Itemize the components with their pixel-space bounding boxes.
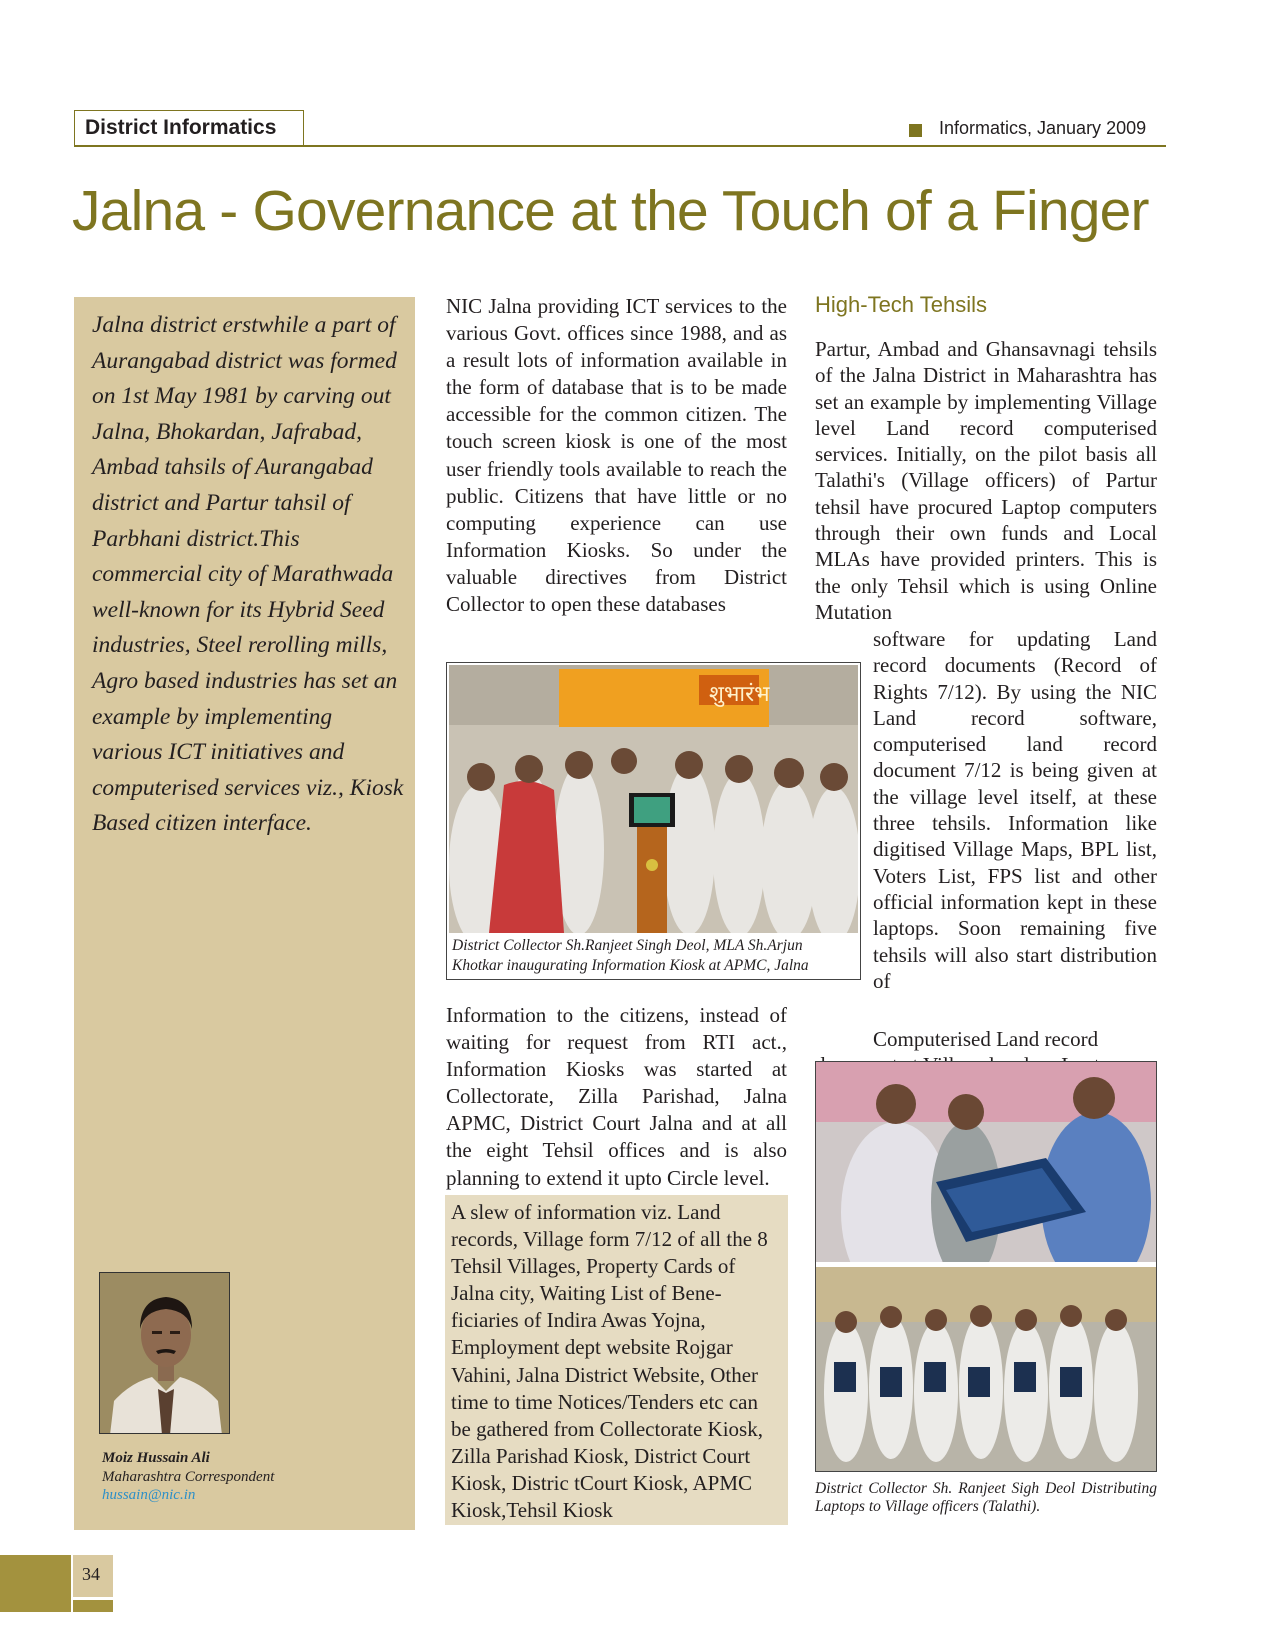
issue-date: Informatics, January 2009 — [939, 118, 1147, 138]
body-paragraph-3-continued: software for updating Land record documents (Record of Rights 7/12). By using the NIC Land record software, computerised land record document 7/12 is being given at the village level itself, at these three tehsils. Information like digitised Village Maps, BPL list, Voters List, FPS list and other official information kept in these laptops. Soon remaining five tehsils will also start distribution of — [873, 627, 1157, 993]
author-role: Maharashtra Correspondent — [102, 1469, 275, 1485]
section-label: District Informatics — [74, 110, 304, 146]
intro-text: Jalna district erstwhile a part of Aurangabad district was formed on 1st May 1981 by carving out Jalna, Bhokardan, Jafrabad, Ambad tahsils of Aurangabad district and Partur tahsil of Parbhani district.This commercial city of Marathwada well-known for its Hybrid Seed industries, Steel rerolling mills, Agro based industries has set an example by implementing various ICT initiatives and computerised services viz., Kiosk Based citizen interface. — [92, 312, 404, 837]
folio-block — [0, 1555, 71, 1612]
indented-line: Computerised Land record — [873, 1027, 1099, 1051]
page-number: 34 — [82, 1564, 100, 1584]
issue-square-icon — [909, 124, 922, 137]
kiosk-photo-caption: District Collector Sh.Ranjeet Singh Deol, MLA Sh.Arjun Khotkar inaugurating Information Kiosk at APMC, Jalna — [452, 937, 809, 974]
banner-text: शुभारंभ — [709, 682, 770, 707]
article-title: Jalna - Governance at the Touch of a Finger — [72, 179, 1149, 243]
author-photo — [99, 1272, 230, 1434]
subheading: High-Tech Tehsils — [815, 292, 988, 317]
laptop-photo-caption: District Collector Sh. Ranjeet Sigh Deol Distributing Laptops to Village officers (Talathi). — [815, 1480, 1157, 1515]
author-name: Moiz Hussain Ali — [102, 1450, 210, 1466]
header-rule — [74, 145, 1166, 147]
author-email-link[interactable]: hussain@nic.in — [102, 1487, 196, 1503]
kiosk-figure — [446, 662, 861, 980]
kiosk-inauguration-photo — [449, 665, 858, 933]
body-paragraph-3: Partur, Ambad and Ghansavnagi tehsils of the Jalna District in Maharashtra has set an example by implementing Village level Land record computerised services. Initially, on the pilot basis all Talathi's (Village officers) of Partur tehsil have procured Laptop computers through their own funds and Local MLAs have provided printers. This is the only Tehsil which is using Online Mutation — [815, 337, 1157, 624]
author-portrait-image — [100, 1273, 230, 1434]
laptop-distribution-figure — [815, 1061, 1157, 1472]
body-paragraph-1: NIC Jalna providing ICT services to the various Govt. offices since 1988, and as a result lots of information available in the form of database that is to be made accessible for the common citizen. The touch screen kiosk is one of the most user friendly tools available to reach the public. Citizens that have little or no computing experience can use Information Kiosks. So under the valuable directives from District Collector to open these databases — [446, 294, 787, 617]
laptop-distribution-photo — [816, 1062, 1156, 1471]
kiosk-photo-image — [449, 665, 858, 933]
folio-bar — [73, 1600, 113, 1612]
info-box-text: A slew of information viz. Land records, Village form 7/12 of all the 8 Tehsil Villages, Property Cards of Jalna city, Waiting List of Bene-ficiaries of Indira Awas Yojna, Employment dept website Rojgar Vahini, Jalna District Website, Other time to time Notices/Tenders etc can be gathered from Collectorate Kiosk, Zilla Parishad Kiosk, District Court Kiosk, Distric tCourt Kiosk, APMC Kiosk,Tehsil Kiosk — [451, 1200, 768, 1523]
body-paragraph-2: Information to the citizens, instead of waiting for request from RTI act., Information Kiosks was started at Collectorate, Zilla Parishad, Jalna APMC, District Court Jalna and at all the eight Tehsil offices and is also planning to extend it upto Circle level. — [446, 1003, 787, 1190]
